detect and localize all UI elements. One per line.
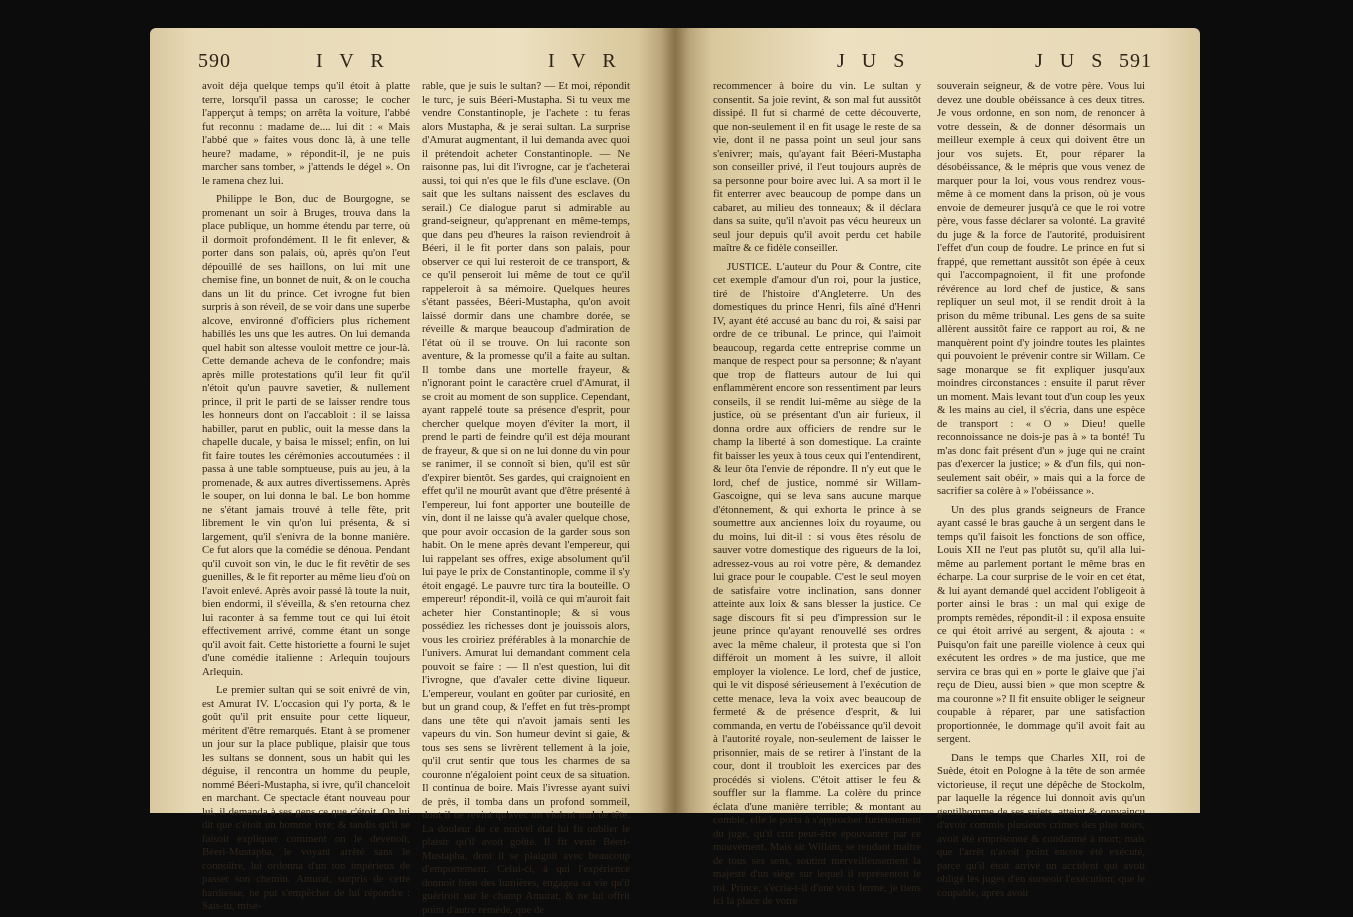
book-spread bbox=[150, 28, 1200, 916]
paragraph: souverain seigneur, & de votre père. Vous lui devez une double obéissance à ces deux titres. Je vous ordonne, en son nom, de renoncer à votre dessein, & de donner désormais un meilleur exemple à ceux qui doivent être un jour vos sujets. Et, pour réparer la désobéissance, & le mépris que vous venez de marquer pour la loi, vous vous rendrez vous-même à ce moment dans la prison, où je vous envoie de demeurer jusqu'à ce que le roi votre père, vous fasse déclarer sa volonté. La gravité du juge & la force de l'autorité, produisirent l'effet d'un coup de foudre. Le prince en fut si frappé, que remettant aussitôt son épée à ceux qui l'accompagnoient, il fit une profonde révérence au lord chef de justice, & sans repliquer un seul mot, il se rendit droit à la prison du même tribunal. Les gens de sa suite allèrent aussitôt faire ce rapport au roi, & ne manquèrent point d'y joindre toutes les plaintes qui pouvoient le prévenir contre sir Willam. Ce sage monarque se fit expliquer jusqu'aux moindres circonstances : ensuite il parut rêver un moment. Mais levant tout d'un coup les yeux & les mains au ciel, il s'écria, dans une espèce de transport : « O » Dieu! quelle reconnoissance ne dois-je pas à » ta bonté! Tu m'as donc fait présent d'un » juge qui ne craint pas d'exercer la justice; » & d'un fils, qui non-seulement sait obéir, » mais qui a la force de sacrifier sa colère à » l'obéissance ». bbox=[937, 80, 1145, 497]
page-number: 590 bbox=[198, 50, 231, 72]
paragraph: Un des plus grands seigneurs de France ayant cassé le bras gauche à un sergent dans le temps qu'il faisoit les fonctions de son office, Louis XII ne l'eut pas plutôt su, qu'il alla lui-même au parlement portant le même bras en écharpe. La cour surprise de le voir en cet état, & lui ayant demandé quel accident l'obligeoit à porter ainsi le bras : un mal qui exige de prompts remèdes, répondit-il : il exposa ensuite ce qui étoit arrivé au sergent, & ajouta : « Puisqu'on fait une pareille violence à ceux qui exécutent les ordres » de ma justice, que me servira ce bras qui en » porte le glaive que j'ai reçu de Dieu, aussi bien » que mon sceptre & ma couronne »? Il fit ensuite obliger le seigneur coupable à réparer, par une satisfaction proportionnée, le dommage qu'il avoit fait au sergent. bbox=[937, 503, 1145, 745]
left-page-column-1 bbox=[202, 80, 410, 912]
paragraph: Le premier sultan qui se soit enivré de vin, est Amurat IV. L'occasion qui l'y porta, & le goût qu'il prit ensuite pour cette liqueur, méritent d'être remarqués. Etant à se promener un jour sur la place publique, plaisir que tous les sultans se donnent, sous un habit qui les déguise, il rencontra un homme du peuple, nommé Béeri-Mustapha, si ivre, qu'il chanceloit en marchant. Ce spectacle étant nouveau pour lui, il demanda à ses gens ce que c'étoit. On lui dit que c'étoit un homme ivre; & tandis qu'il se faisoit expliquer comment on le devenoit, Béeri-Mustapha, le voyant arrêté sans le connoître, lui ordonna d'un ton impérieux de passer son chemin. Amurat, surpris de cette hardiesse, ne put s'empêcher de lui répondre : Sais-tu, misé- bbox=[202, 684, 410, 912]
gutter-shadow bbox=[675, 28, 689, 813]
paragraph: avoit déja quelque temps qu'il étoit à platte terre, lorsqu'il passa un carosse; le cocher l'apperçut à temps; on arrêta la voiture, l'abbé fut reconnu : madame de.... lui dit : « Mais l'abbé que » faites vous donc là, à une telle heure? madame, » répondit-il, je ne puis marcher sans tomber, » j'attends le dégel ». On le ramena chez lui. bbox=[202, 80, 410, 187]
left-page-header bbox=[198, 50, 635, 74]
running-head: I V R bbox=[316, 50, 390, 72]
running-head: J U S bbox=[837, 50, 911, 72]
left-page-column-2 bbox=[422, 80, 630, 916]
paragraph: Dans le temps que Charles XII, roi de Suède, étoit en Pologne à la tête de son armée victorieuse, il reçut une dépêche de Stockolm, par laquelle la régence lui donnoit avis qu'un gentilhomme de ses sujets, atteint & convaincu d'avoir commis plusieurs crimes des plus noirs, avoit été emprisonné & condamné à mort; mais que l'arrêt n'avoit point encore été exécuté, parce qu'il étoit arrivé un accident qui avoit obligé les juges d'en surseoir l'exécution; que le coupable, après avoir bbox=[937, 751, 1145, 899]
running-head: J U S bbox=[1035, 50, 1109, 72]
right-page-column-2 bbox=[937, 80, 1145, 899]
right-page-column-1 bbox=[713, 80, 921, 907]
paragraph: JUSTICE. L'auteur du Pour & Contre, cite cet exemple d'amour d'un roi, pour la justice, tiré de l'histoire d'Angleterre. Un des domestiques du prince Henri, fils aîné d'Henri IV, ayant été accusé au banc du roi, & saisi par ordre de ce tribunal. Le prince, qui l'aimoit beaucoup, regarda cette entreprise comme un manque de respect pour sa personne; & n'ayant que trop de flatteurs autour de lui qui enflammèrent encore son ressentiment par leurs conseils, il se rendit lui-même au siège de la justice, où se présentant d'un air furieux, il donna ordre aux officiers de rendre sur le champ la liberté à son domestique. La crainte fit baisser les yeux à tous ceux qui l'entendirent, & leur ôta l'envie de répondre. Il n'y eut que le lord, chef de justice, nommé sir Willam-Gascoigne, qui se leva sans aucune marque d'étonnement, & qui exhorta le prince à se soumettre aux anciennes loix du royaume, ou du moins, lui dit-il : si vous êtes résolu de sauver votre domestique des rigueurs de la loi, adressez-vous au roi votre père, & demandez lui grace pour le coupable. C'est le seul moyen de satisfaire votre inclination, sans donner atteinte aux loix & sans blesser la justice. Ce sage discours fit si peu d'impression sur le jeune prince qu'ayant renouvellé ses ordres avec la même chaleur, il protesta que si l'on différoit un moment à les suivre, il alloit employer la violence. Le lord, chef de justice, qui le vit disposé sérieusement à l'exécution de cette menace, leva la voix avec beaucoup de fermeté & de présence d'esprit, & lui commanda, en vertu de l'obéissance qu'il devoit à l'autorité royale, non-seulement de laisser le prisonnier, mais de se retirer à l'instant de la cour, dont il troubloit les exercices par des procédés si violens. C'étoit attiser le feu & souffler sur la flamme. La colère du prince éclata d'une manière terrible; & montant au comble, elle le porta à s'approcher furieusement du juge, qu'il crut peut-être épouvanter par ce mouvement. Mais sir Willam, se rendant maître de tous ses sens, soutint merveilleusement la majesté d'un siège sur lequel il représentoit le roi. Prince, s'écria-t-il d'une voix ferme, je tiens ici la place de votre bbox=[713, 260, 921, 907]
page-number: 591 bbox=[1119, 50, 1152, 72]
right-page-header bbox=[717, 50, 1152, 74]
right-page bbox=[675, 28, 1200, 907]
paragraph: recommencer à boire du vin. Le sultan y consentit. Sa joie revint, & son mal fut aussitôt dissipé. Il fut si charmé de cette découverte, que non-seulement il en fit usage le reste de sa vie, dont il ne passa point un seul jour sans s'enivrer; mais, qu'ayant fait Béeri-Mustapha son conseiller privé, il l'eut toujours auprès de sa personne pour boire avec lui. A sa mort il le fit enterrer avec beaucoup de pompe dans un cabaret, au milieu des tonneaux; & il déclara dans sa suite, qu'il n'avoit pas vécu heureux un seul jour depuis qu'il avoit perdu cet habile maître & ce fidèle conseiller. bbox=[713, 80, 921, 254]
paragraph: rable, que je suis le sultan? — Et moi, répondit le turc, je suis Béeri-Mustapha. Si tu veux me vendre Constantinople, je l'achete : tu feras alors Mustapha, & je serai sultan. La surprise d'Amurat augmentant, il lui demanda avec quoi il prétendoit acheter Constantinople. — Ne raisonne pas, lui dit l'ivrogne, car je t'acheterai aussi, toi qui n'es que le fils d'une esclave. (On sait que les sultans naissent des esclaves du serail.) Ce dialogue parut si admirable au grand-seigneur, qu'apprenant en même-temps, que dans peu d'heures la raison reviendroit à Béeri, il le fit porter dans son palais, pour observer ce qui lui resteroit de ce transport, & ce qu'il penseroit lui même de tout ce qu'il rappeleroit à sa mémoire. Quelques heures s'étant passées, Béeri-Mustapha, qu'on avoit laissé dormir dans une chambre dorée, se réveille & marque beaucoup d'admiration de l'état où il se trouve. On lui raconte son aventure, & la promesse qu'il a faite au sultan. Il tombe dans une mortelle frayeur, & n'ignorant point le caractère cruel d'Amurat, il se croit au moment de son supplice. Cependant, ayant rappelé toute sa présence d'esprit, pour chercher quelque moyen d'éviter la mort, il prend le parti de feindre qu'il est déja mourant de frayeur, & que si on ne lui donne du vin pour se ranimer, il se connoît si bien, qu'il est sûr d'expirer bientôt. Ses gardes, qui craignoient en effet qu'il ne mourût avant que d'être présenté à l'empereur, lui font apporter une bouteille de vin, dont il ne laisse qu'à avaler quelque chose, que pour avoir occasion de la garder sous son habit. On le mene après devant l'empereur, qui lui rappelant ses offres, exige absolument qu'il lui paye le prix de Constantinople, comme il s'y étoit engagé. Le pauvre turc tira la bouteille. O empereur! répondit-il, voilà ce qui m'auroit fait acheter hier Constantinople; & si vous possédiez les richesses dont je jouissois alors, vous les croiriez préférables à la monarchie de l'univers. Amurat lui demandant comment cela pouvoit se faire : — Il n'est question, lui dit l'ivrogne, que d'avaler cette divine liqueur. L'empereur, voulant en goûter par curiosité, en but un grand coup, & l'effet en fut très-prompt dans une tête qui n'avoit jamais senti les vapeurs du vin. Son humeur devint si gaie, & tous ses sens se livrèrent tellement à la joie, qu'il crut sentir que tous les charmes de sa couronne n'égaloient point ceux de sa situation. Il continua de boire. Mais l'ivresse ayant suivi de près, il tomba dans un profond sommeil, dont il ne revint qu'avec un violent mal de tête. La douleur de ce nouvel état lui fit oublier le plaisir qu'il avoit goûté. Il fit venir Béeri-Mustapha, dont il se plaignit avec beaucoup d'emportement. Celui-ci, à qui l'expérience donnoit bien des lumières, engagea sa vie qu'il guériroit sur le champ Amurat, & ne lui offrit point d'autre remède, que de bbox=[422, 80, 630, 916]
paragraph: Philippe le Bon, duc de Bourgogne, se promenant un soir à Bruges, trouva dans la place publique, un homme étendu par terre, où il dormoit profondément. Il le fit enlever, & porter dans son palais, où, après qu'on l'eut dépouillé de ses haillons, on lui mit une chemise fine, un bonnet de nuit, & on le coucha dans un lit du prince. Cet ivrogne fut bien surpris à son réveil, de se voir dans une superbe alcove, environné d'officiers plus richement habillés les uns que les autres. On lui demanda quel habit son altesse vouloit mettre ce jour-là. Cette demande acheva de le confondre; mais après mille protestations qu'il leur fit qu'il n'étoit qu'un pauvre savetier, & nullement prince, il prit le parti de se laisser rendre tous les honneurs dont on l'accabloit : il se laissa habiller, parut en public, ouit la messe dans la chapelle ducale, y baisa le missel; enfin, on lui fit faire toutes les cérémonies accoutumées : il passa à une table somptueuse, puis au jeu, à la promenade, & aux autres divertissemens. Après le souper, on lui donna le bal. Le bon homme ne s'étant jamais trouvé à telle fête, prit librement le vin qu'on lui présenta, & si largement, qu'il s'enivra de la bonne manière. Ce fut alors que la comédie se dénoua. Pendant qu'il cuvoit son vin, le duc le fit revêtir de ses guenilles, & le fit reporter au même lieu d'où on l'avoit enlevé. Après avoir passé là toute la nuit, bien endormi, il s'éveilla, & s'en retourna chez lui raconter à sa femme tout ce qui lui étoit effectivement arrivé, comme étant un songe qu'il avoit fait. Cette historiette a fourni le sujet d'une comédie italienne : Arlequin toujours Arlequin. bbox=[202, 193, 410, 678]
left-page bbox=[150, 28, 675, 916]
running-head: I V R bbox=[548, 50, 622, 72]
gutter-shadow bbox=[661, 28, 675, 813]
